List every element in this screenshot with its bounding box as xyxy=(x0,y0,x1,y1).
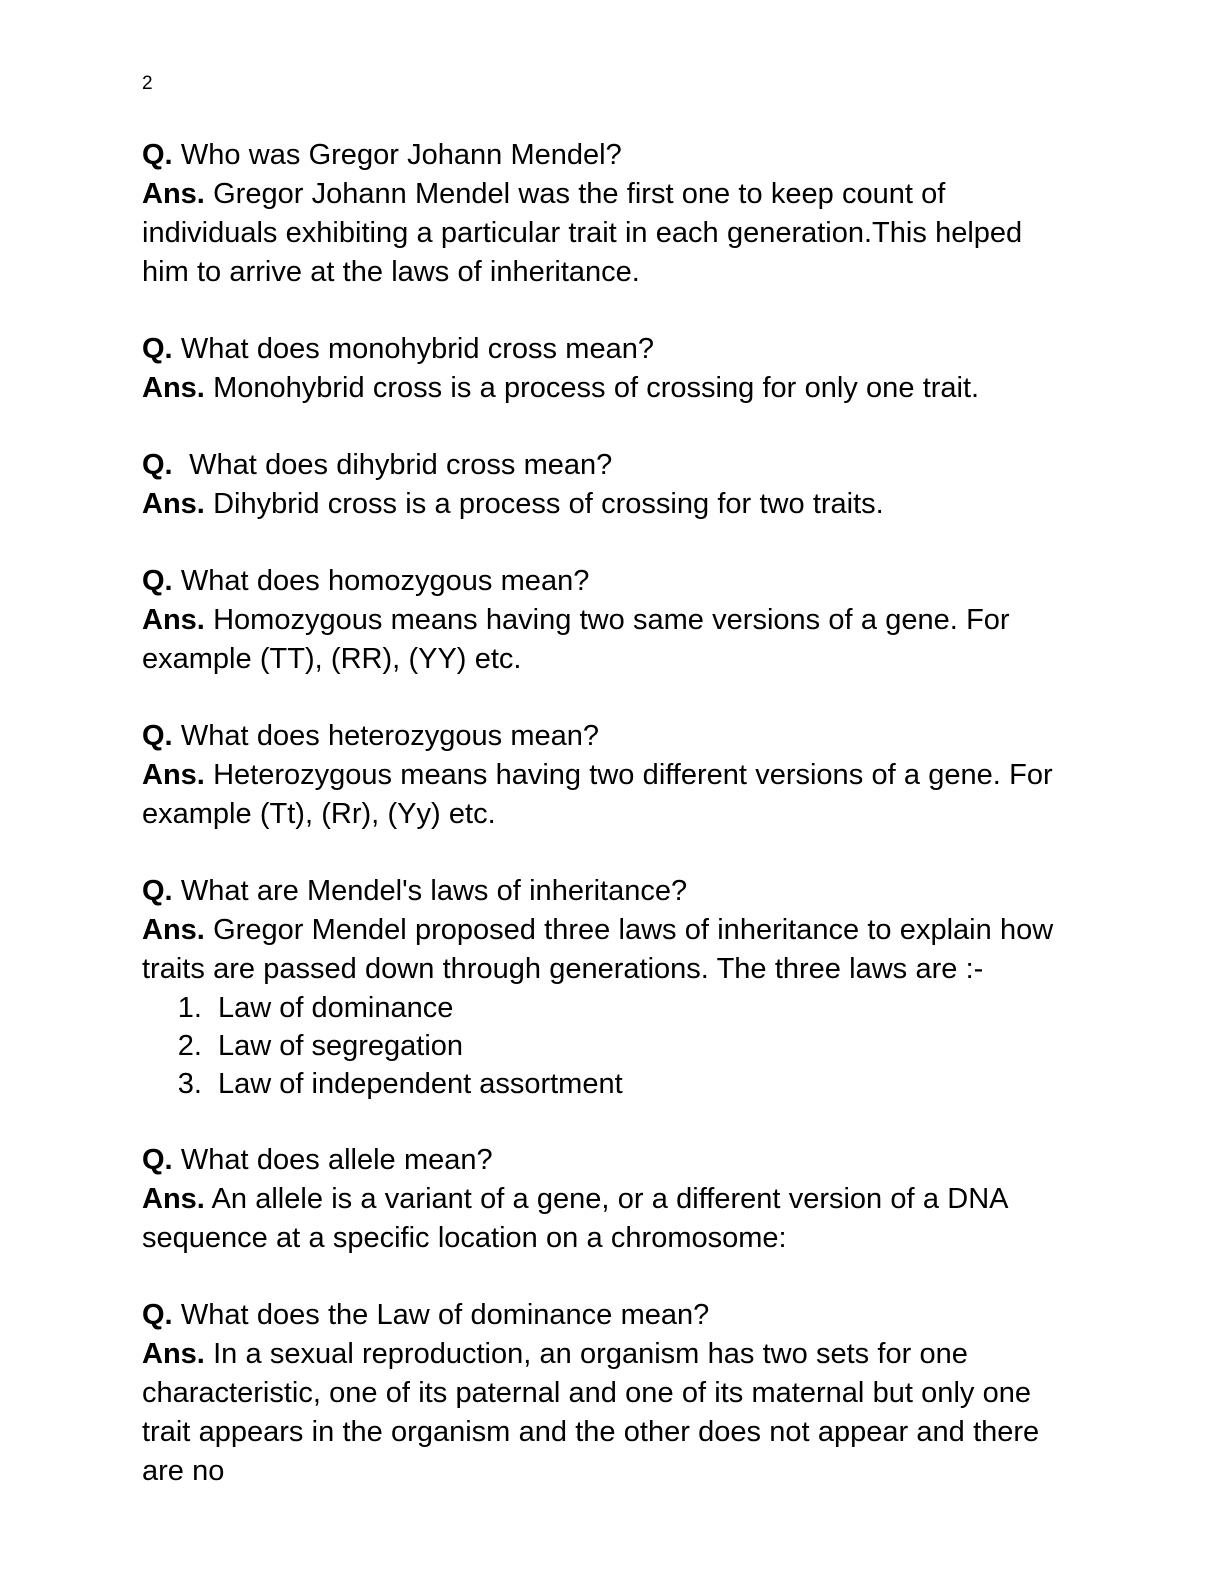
question-label: Q. xyxy=(142,875,173,907)
document-body xyxy=(142,136,1060,1491)
question-line xyxy=(142,446,1060,485)
qa-block xyxy=(142,562,1060,679)
qa-block xyxy=(142,136,1060,292)
question-text: What does dihybrid cross mean? xyxy=(172,449,613,481)
qa-block xyxy=(142,717,1060,834)
question-line xyxy=(142,1296,1060,1335)
answer-line xyxy=(142,485,1060,524)
question-text: Who was Gregor Johann Mendel? xyxy=(172,139,622,171)
answer-label: Ans. xyxy=(142,178,205,210)
answer-label: Ans. xyxy=(142,1183,205,1215)
list-item: 1. Law of dominance xyxy=(210,989,1060,1027)
answer-line xyxy=(142,1180,1060,1258)
question-line xyxy=(142,136,1060,175)
question-label: Q. xyxy=(142,139,173,171)
answer-line xyxy=(142,369,1060,408)
question-line xyxy=(142,562,1060,601)
question-label: Q. xyxy=(142,720,173,752)
answer-text: Monohybrid cross is a process of crossing for only one trait. xyxy=(204,372,980,404)
question-label: Q. xyxy=(142,1144,173,1176)
answer-text: Dihybrid cross is a process of crossing for two traits. xyxy=(204,488,884,520)
answer-text: An allele is a variant of a gene, or a different version of a DNA sequence at a specific location on a chromosome: xyxy=(142,1183,1016,1254)
answer-text: Heterozygous means having two different versions of a gene. For example (Tt), (Rr), (Yy) etc. xyxy=(142,759,1061,830)
list-item: 2. Law of segregation xyxy=(210,1027,1060,1065)
list-item: 3. Law of independent assortment xyxy=(210,1065,1060,1103)
answer-line xyxy=(142,175,1060,292)
question-line xyxy=(142,872,1060,911)
question-text: What does homozygous mean? xyxy=(172,565,590,597)
answer-label: Ans. xyxy=(142,1338,205,1370)
laws-ordered-list xyxy=(142,989,1060,1103)
question-text: What does allele mean? xyxy=(172,1144,493,1176)
answer-line xyxy=(142,601,1060,679)
question-line xyxy=(142,1141,1060,1180)
answer-text: Homozygous means having two same versions of a gene. For example (TT), (RR), (YY) etc. xyxy=(142,604,1018,675)
question-text: What does heterozygous mean? xyxy=(172,720,600,752)
question-text: What does the Law of dominance mean? xyxy=(172,1299,710,1331)
answer-label: Ans. xyxy=(142,914,205,946)
question-line xyxy=(142,330,1060,369)
qa-block xyxy=(142,446,1060,524)
answer-text: Gregor Mendel proposed three laws of inheritance to explain how traits are passed down through generations. The three laws are :- xyxy=(142,914,1062,985)
question-label: Q. xyxy=(142,565,173,597)
question-text: What does monohybrid cross mean? xyxy=(172,333,654,365)
answer-label: Ans. xyxy=(142,372,205,404)
answer-text: In a sexual reproduction, an organism has two sets for one characteristic, one of its paternal and one of its maternal but only one trait appears in the organism and the other does not appear and there are no xyxy=(142,1338,1048,1487)
qa-block xyxy=(142,872,1060,1103)
qa-block xyxy=(142,330,1060,408)
answer-line xyxy=(142,756,1060,834)
question-label: Q. xyxy=(142,449,173,481)
question-line xyxy=(142,717,1060,756)
answer-line xyxy=(142,911,1060,989)
question-text: What are Mendel's laws of inheritance? xyxy=(172,875,688,907)
answer-text: Gregor Johann Mendel was the first one to keep count of individuals exhibiting a particular trait in each generation.This helped him to arrive at the laws of inheritance. xyxy=(142,178,1031,288)
answer-label: Ans. xyxy=(142,604,205,636)
qa-block xyxy=(142,1141,1060,1258)
answer-label: Ans. xyxy=(142,488,205,520)
answer-label: Ans. xyxy=(142,759,205,791)
page-number: 2 xyxy=(142,73,153,94)
answer-line xyxy=(142,1335,1060,1491)
question-label: Q. xyxy=(142,333,173,365)
qa-block xyxy=(142,1296,1060,1491)
question-label: Q. xyxy=(142,1299,173,1331)
